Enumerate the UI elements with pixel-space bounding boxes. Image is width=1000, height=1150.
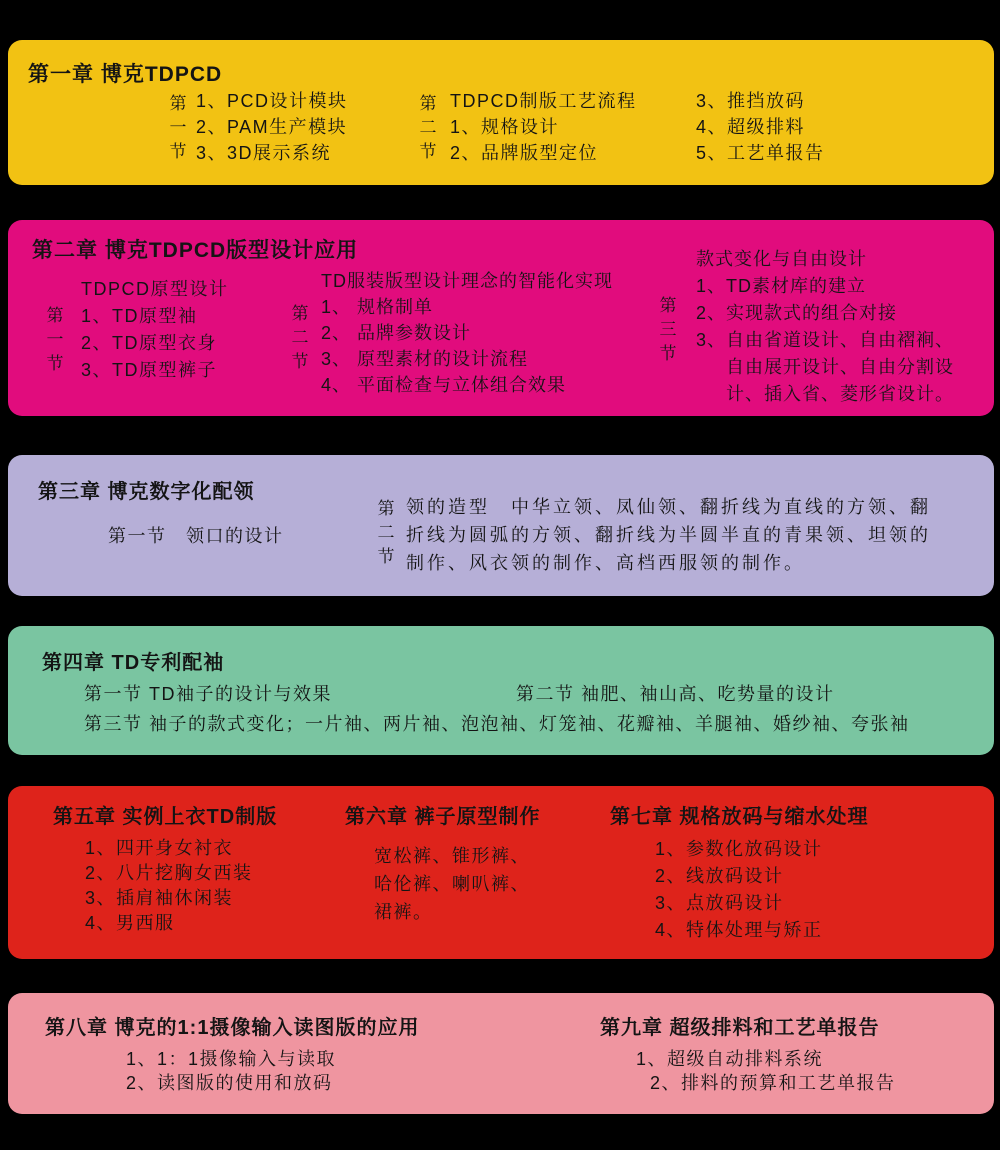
list-item: 1、超级自动排料系统: [636, 1049, 824, 1069]
chapter-1-section-2-items-continued: [696, 88, 825, 166]
chapter-4-title: 第四章 TD专利配袖: [42, 652, 225, 674]
chapter-2-section-2-items: [321, 268, 613, 398]
list-item: 1、1：1摄像输入与读取: [126, 1049, 337, 1069]
chapter-3-section-2-label: 第二节: [377, 499, 395, 566]
section-heading: 款式变化与自由设计: [696, 249, 867, 269]
chapter-1-section-1-items: [196, 88, 348, 166]
list-item: 2、排料的预算和工艺单报告: [650, 1073, 896, 1093]
list-item: 4、超级排料: [696, 117, 806, 137]
chapter-4-section-3: 第三节 袖子的款式变化；一片袖、两片袖、泡泡袖、灯笼袖、花瓣袖、羊腿袖、婚纱袖、夸张袖: [84, 714, 910, 734]
list-item: 2、 品牌参数设计: [321, 323, 472, 343]
chapter-6-items: [374, 842, 530, 926]
section-heading: TD服装版型设计理念的智能化实现: [321, 271, 613, 291]
list-item: 3、3D展示系统: [196, 143, 332, 163]
chapter-5-items: [85, 836, 253, 936]
list-item: 3、TD原型裤子: [81, 360, 218, 380]
list-item: 哈伦裤、喇叭裤、: [374, 874, 530, 894]
chapter-3-section-2-text: [406, 493, 971, 577]
chapter-4-card: [8, 626, 994, 755]
list-item: 3、点放码设计: [655, 893, 784, 913]
list-item: 裙裤。: [374, 902, 433, 922]
list-item: 3、 原型素材的设计流程: [321, 349, 529, 369]
section-heading: TDPCD制版工艺流程: [450, 91, 637, 111]
list-item: 2、TD原型衣身: [81, 333, 218, 353]
paragraph-line: 制作、风衣领的制作、高档西服领的制作。: [406, 553, 805, 573]
chapter-3-card: [8, 455, 994, 596]
chapter-4-section-2: 第二节 袖肥、袖山高、吃势量的设计: [516, 684, 835, 704]
list-item-continuation: 自由展开设计、自由分割设: [726, 357, 954, 377]
chapters-5-6-7-card: [8, 786, 994, 959]
list-item: 4、特体处理与矫正: [655, 920, 823, 940]
chapter-2-section-1-label: 第一节: [46, 306, 64, 373]
paragraph-line: 领的造型 中华立领、凤仙领、翻折线为直线的方领、翻: [406, 497, 931, 517]
chapter-3-title: 第三章 博克数字化配领: [38, 481, 255, 503]
chapter-2-card: [8, 220, 994, 416]
chapter-1-section-2-items: [450, 88, 637, 166]
list-item: 1、TD素材库的建立: [696, 276, 867, 296]
chapter-2-section-2-label: 第二节: [291, 304, 309, 371]
chapter-8-items: [126, 1047, 336, 1095]
list-item: 2、八片挖胸女西装: [85, 863, 253, 883]
list-item: 1、参数化放码设计: [655, 839, 823, 859]
list-item: 4、 平面检查与立体组合效果: [321, 375, 567, 395]
list-item: 1、PCD设计模块: [196, 91, 348, 111]
list-item: 2、实现款式的组合对接: [696, 303, 898, 323]
list-item: 2、线放码设计: [655, 866, 784, 886]
list-item: 2、读图版的使用和放码: [126, 1073, 333, 1093]
chapter-3-section-1: 第一节 领口的设计: [108, 526, 284, 546]
list-item: 3、插肩袖休闲装: [85, 888, 234, 908]
list-item: 5、工艺单报告: [696, 143, 825, 163]
paragraph-line: 折线为圆弧的方领、翻折线为半圆半直的青果领、坦领的: [406, 525, 931, 545]
list-item: 3、自由省道设计、自由褶裥、: [696, 330, 955, 350]
chapter-1-section-2-label: 第二节: [419, 94, 437, 161]
list-item: 2、PAM生产模块: [196, 117, 348, 137]
list-item-continuation: 计、插入省、菱形省设计。: [726, 384, 954, 404]
list-item: 1、四开身女衬衣: [85, 838, 234, 858]
list-item: 1、TD原型袖: [81, 306, 198, 326]
list-item: 4、男西服: [85, 913, 175, 933]
chapter-1-title: 第一章 博克TDPCD: [28, 63, 223, 86]
list-item: 2、品牌版型定位: [450, 143, 599, 163]
chapters-8-9-card: [8, 993, 994, 1114]
chapter-9-title: 第九章 超级排料和工艺单报告: [600, 1017, 880, 1039]
chapter-4-section-1: 第一节 TD袖子的设计与效果: [84, 684, 332, 704]
list-item: 3、推挡放码: [696, 91, 806, 111]
chapter-7-title: 第七章 规格放码与缩水处理: [610, 806, 869, 828]
chapter-6-title: 第六章 裤子原型制作: [345, 806, 541, 828]
chapter-7-items: [655, 836, 823, 944]
chapter-2-title: 第二章 博克TDPCD版型设计应用: [32, 239, 359, 262]
chapter-2-section-3-label: 第三节: [659, 296, 677, 363]
chapter-1-section-1-label: 第一节: [169, 94, 187, 161]
chapter-2-section-1-items: [81, 276, 229, 384]
chapter-5-title: 第五章 实例上衣TD制版: [53, 806, 278, 828]
list-item: 1、规格设计: [450, 117, 560, 137]
chapter-8-title: 第八章 博克的1:1摄像输入读图版的应用: [45, 1017, 420, 1039]
list-item: 宽松裤、锥形裤、: [374, 846, 530, 866]
section-heading: TDPCD原型设计: [81, 279, 229, 299]
chapter-1-card: [8, 40, 994, 185]
chapter-2-section-3-items: [696, 246, 954, 408]
list-item: 1、 规格制单: [321, 297, 434, 317]
chapter-9-items: [636, 1047, 896, 1095]
